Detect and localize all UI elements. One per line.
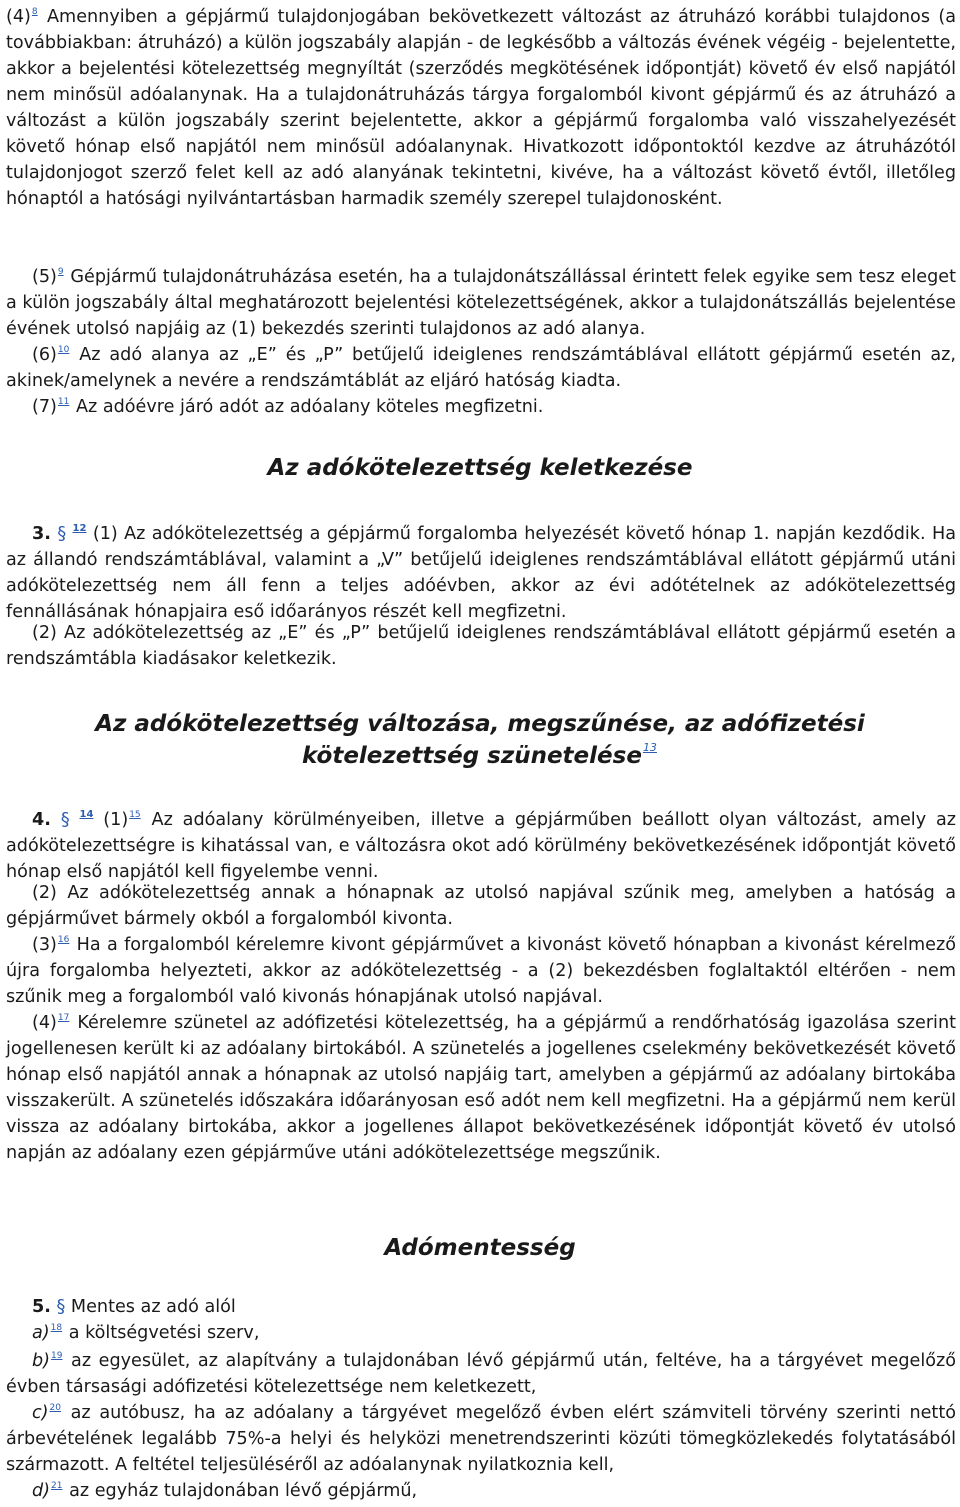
paragraph-7 [6, 394, 956, 420]
item-letter: d) [32, 1481, 51, 1501]
paragraph-number: (1) [103, 810, 129, 830]
paragraph-text: (2) Az adókötelezettség az „E” és „P” betűjelű ideiglenes rendszámtáblával ellátott gépjármű esetén a rendszámtábla kiadásakor keletkezik. [6, 623, 956, 669]
footnote-link[interactable]: 12 [72, 523, 87, 534]
section-sign[interactable]: § [57, 524, 67, 544]
paragraph-text: Az adóalany körülményeiben, illetve a gépjárműben beállott olyan változást, amely az adókötelezettségre is kihatással van, e változásra okot adó körülmény bekövetkezésének időpontját követő hónap első napjától kell figyelembe venni. [6, 810, 956, 882]
item-letter: a) [32, 1323, 50, 1343]
paragraph-text: Gépjármű tulajdonátruházása esetén, ha a tulajdonátszállással érintett felek egyike sem tesz eleget a külön jogszabály által meghatározott bejelentési kötelezettségének, akkor a tulajdonátszállás bejelentése évének utolsó napjáig az (1) bekezdés szerinti tulajdonos az adó alanya. [6, 267, 956, 339]
paragraph-text: Ha a forgalomból kérelemre kivont gépjárművet a kivonást követő hónapban a kivonást kérelmező újra forgalomba helyezteti, akkor az adókötelezettség - a (2) bekezdésben foglaltaktól eltérően - nem szűnik meg a forgalomból való kivonás hónapjának utolsó napjával. [6, 935, 956, 1007]
footnote-link[interactable]: 11 [57, 397, 70, 407]
item-letter: c) [32, 1403, 49, 1423]
paragraph-text: (2) Az adókötelezettség annak a hónapnak az utolsó napjával szűnik meg, amelyben a hatóság a gépjárművet bármely okból a forgalomból kivonta. [6, 883, 956, 929]
section-number: 4. [32, 810, 51, 830]
section-5-intro [6, 1294, 956, 1320]
section-4-paragraph-1 [6, 802, 956, 885]
paragraph-5 [6, 264, 956, 342]
paragraph-text: Az adóévre járó adót az adóalany köteles megfizetni. [70, 397, 544, 417]
section-5-item-c [6, 1400, 956, 1478]
footnote-link[interactable]: 10 [57, 345, 70, 355]
paragraph-text: az autóbusz, ha az adóalany a tárgyévet megelőző évben elért számviteli törvény szerinti nettó árbevételének legalább 75%-a helyi és helyközi menetrendszerinti közúti tömegközlekedés folytatásából származott. A feltétel teljesüléséről az adóalanynak nyilatkoznia kell, [6, 1403, 956, 1475]
footnote-link[interactable]: 20 [49, 1403, 61, 1413]
footnote-link[interactable]: 14 [79, 809, 94, 820]
paragraph-text: (1) Az adókötelezettség a gépjármű forgalomba helyezését követő hónap 1. napján kezdődik. Ha az állandó rendszámtáblával, valamint a „V” betűjelű ideiglenes rendszámtáblával ellátott gépjármű utáni adókötelezettség nem áll fenn a teljes adóévben, akkor az évi adótételnek az adókötelezettség fennállásának hónapjaira eső időarányos részét kell megfizetni. [6, 524, 956, 622]
section-5-item-b [6, 1348, 956, 1400]
section-heading: Az adókötelezettség változása, megszűnése, az adófizetési kötelezettség szünetelése$^{13}$ [95, 711, 865, 769]
paragraph-number: (6) [32, 345, 57, 365]
paragraph-number: (5) [32, 267, 57, 287]
item-letter: b) [32, 1351, 51, 1371]
footnote-link[interactable]: 8 [31, 7, 38, 17]
section-4-paragraph-4 [6, 1010, 956, 1166]
footnote-link[interactable]: 21 [51, 1481, 63, 1491]
paragraph-text: az egyesület, az alapítvány a tulajdonában lévő gépjármű után, feltéve, ha a tárgyévet megelőző évben társasági adófizetési kötelezettsége nem keletkezett, [6, 1351, 956, 1397]
section-5-item-d [6, 1478, 956, 1504]
section-number: 5. [32, 1297, 51, 1317]
footnote-link[interactable]: 17 [57, 1013, 70, 1023]
paragraph-number: (4) [32, 1013, 57, 1033]
paragraph-text: Kérelemre szünetel az adófizetési kötelezettség, ha a gépjármű a rendőrhatóság igazolása szerint jogellenesen került ki az adóalany birtokából. A szünetelés a jogellenes cselekmény bekövetkezését követő hónap első napjától annak a hónapnak az utolsó napjáig tart, amelyben a gépjármű az adóalany birtokába visszakerült. A szünetelés időszakára időarányosan eső adót nem kell megfizetni. Ha a gépjármű nem kerül vissza az adóalany birtokába, akkor a jogellenes állapot bekövetkezésének időpontját követő év utolsó napján az adóalany ezen gépjárműve utáni adókötelezettsége megszűnik. [6, 1013, 956, 1163]
section-4-paragraph-2 [6, 880, 956, 932]
paragraph-4 [6, 4, 956, 212]
section-heading: Adómentesség [384, 1235, 576, 1261]
paragraph-number: (7) [32, 397, 57, 417]
section-3-paragraph-1 [6, 516, 956, 625]
footnote-link[interactable]: 18 [50, 1323, 63, 1333]
section-heading: Az adókötelezettség keletkezése [267, 455, 693, 481]
paragraph-6 [6, 342, 956, 394]
paragraph-number: (4) [6, 7, 31, 27]
section-3-paragraph-2 [6, 620, 956, 672]
paragraph-text: Az adó alanya az „E” és „P” betűjelű ideiglenes rendszámtáblával ellátott gépjármű esetén az, akinek/amelynek a nevére a rendszámtáblát az eljáró hatóság kiadta. [6, 345, 956, 391]
section-4-paragraph-3 [6, 932, 956, 1010]
paragraph-text: az egyház tulajdonában lévő gépjármű, [63, 1481, 418, 1501]
footnote-link[interactable]: 15 [129, 810, 141, 820]
paragraph-text: a költségvetési szerv, [63, 1323, 260, 1343]
footnote-link[interactable]: 19 [51, 1351, 63, 1361]
paragraph-text: Amennyiben a gépjármű tulajdonjogában bekövetkezett változást az átruházó korábbi tulajdonos (a továbbiakban: átruházó) a külön jogszabály alapján - de legkésőbb a változás évének végéig - bejelentette, akkor a bejelentési kötelezettség megnyíltát (szerződés megkötésének időpontját) követő év első napjától nem minősül adóalanynak. Ha a tulajdonátruházás tárgya forgalomból kivont gépjármű és az átruházó a változást a külön jogszabály szerint bejelentette, akkor a gépjármű forgalomba való visszahelyezését követő hónap első napjától nem minősül adóalanynak. Hivatkozott időpontoktól kezdve az átruházótól tulajdonjogot szerző felet kell az adó alanyának tekintetni, kivéve, ha a változást követő évtől, illetőleg hónaptól a hatósági nyilvántartásban harmadik személy szerepel tulajdonosként. [6, 7, 956, 209]
section-5-item-a [6, 1320, 956, 1346]
footnote-link[interactable]: 16 [57, 935, 70, 945]
section-sign[interactable]: § [60, 810, 70, 830]
section-sign[interactable]: § [56, 1297, 66, 1317]
footnote-link[interactable]: 9 [57, 267, 64, 277]
paragraph-text: Mentes az adó alól [65, 1297, 236, 1317]
footnote-link[interactable]: 13 [642, 741, 657, 754]
section-number: 3. [32, 524, 51, 544]
paragraph-number: (3) [32, 935, 57, 955]
